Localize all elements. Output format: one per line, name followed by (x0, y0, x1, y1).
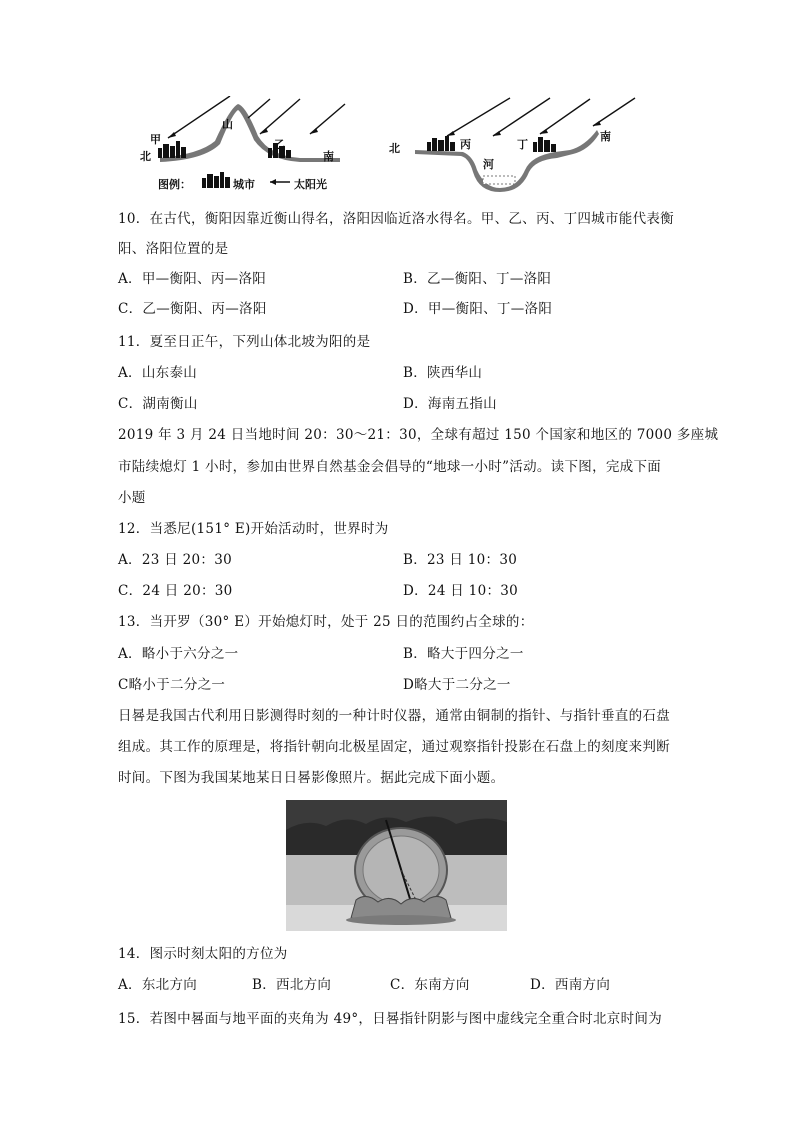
q12-option-d: D．24 日 10：30 (403, 583, 519, 599)
legend-city: 城市 (233, 178, 255, 191)
q12-option-b: B．23 日 10：30 (403, 552, 518, 568)
q13-option-a: A．略小于六分之一 (118, 646, 239, 662)
label-south-left: 南 (323, 150, 334, 163)
q10-stem-line2: 阳、洛阳位置的是 (118, 241, 229, 257)
passage2-line1: 日晷是我国古代利用日影测得时刻的一种计时仪器，通常由铜制的指针、与指针垂直的石盘 (118, 708, 670, 724)
passage2-line2: 组成。其工作的原理是，将指针朝向北极星固定，通过观察指针投影在石盘上的刻度来判断 (118, 739, 670, 755)
label-mountain: 山 (222, 118, 233, 131)
label-north-left: 北 (140, 150, 151, 163)
q11-stem: 11．夏至日正午，下列山体北坡为阳的是 (118, 334, 371, 350)
legend-sunlight: 太阳光 (294, 178, 327, 191)
q10-option-a: A．甲—衡阳、丙—洛阳 (118, 271, 267, 287)
passage2-line3: 时间。下图为我国某地某日日晷影像照片。据此完成下面小题。 (118, 770, 505, 786)
q14-option-c: C．东南方向 (390, 977, 470, 993)
label-yi: 乙 (274, 138, 285, 151)
q11-option-b: B．陕西华山 (403, 365, 483, 381)
mountain-diagram (130, 96, 370, 196)
passage1-line3: 小题 (118, 490, 146, 506)
label-south-right: 南 (600, 130, 611, 143)
passage1-line2: 市陆续熄灯 1 小时，参加由世界自然基金会倡导的“地球一小时”活动。读下图，完成下面 (118, 459, 662, 475)
label-ding: 丁 (517, 138, 528, 151)
q12-option-a: A．23 日 20：30 (118, 552, 232, 568)
q13-stem: 13．当开罗（30° E）开始熄灯时，处于 25 日的范围约占全球的： (118, 614, 534, 630)
q11-option-d: D．海南五指山 (403, 396, 497, 412)
passage1-line1: 2019 年 3 月 24 日当地时间 20：30～21：30，全球有超过 150 个国家和地区的 7000 多座城 (118, 427, 719, 443)
label-bing: 丙 (460, 138, 471, 151)
q12-stem: 12．当悉尼(151° E)开始活动时，世界时为 (118, 521, 389, 537)
q14-option-d: D．西南方向 (530, 977, 611, 993)
q14-option-b: B．西北方向 (252, 977, 332, 993)
q11-option-a: A．山东泰山 (118, 365, 198, 381)
q13-option-d: D略大于二分之一 (403, 677, 511, 693)
q15-stem: 15．若图中晷面与地平面的夹角为 49°，日晷指针阴影与图中虚线完全重合时北京时间为 (118, 1011, 662, 1027)
q10-stem-line1: 10．在古代，衡阳因靠近衡山得名，洛阳因临近洛水得名。甲、乙、丙、丁四城市能代表衡 (118, 211, 674, 227)
q13-option-b: B．略大于四分之一 (403, 646, 524, 662)
label-river: 河 (483, 158, 494, 171)
q10-option-d: D．甲—衡阳、丁—洛阳 (403, 301, 553, 317)
sundial-photo (286, 800, 507, 931)
label-north-right: 北 (389, 142, 400, 155)
legend-title: 图例： (158, 178, 191, 191)
q13-option-c: C略小于二分之一 (118, 677, 226, 693)
q10-option-c: C．乙—衡阳、丙—洛阳 (118, 301, 267, 317)
q14-option-a: A．东北方向 (118, 977, 198, 993)
river-diagram (385, 96, 650, 196)
q12-option-c: C．24 日 20：30 (118, 583, 233, 599)
sundial-image (286, 800, 507, 931)
q14-stem: 14．图示时刻太阳的方位为 (118, 946, 288, 962)
q11-option-c: C．湖南衡山 (118, 396, 198, 412)
label-jia: 甲 (150, 133, 161, 146)
q10-option-b: B．乙—衡阳、丁—洛阳 (403, 271, 552, 287)
